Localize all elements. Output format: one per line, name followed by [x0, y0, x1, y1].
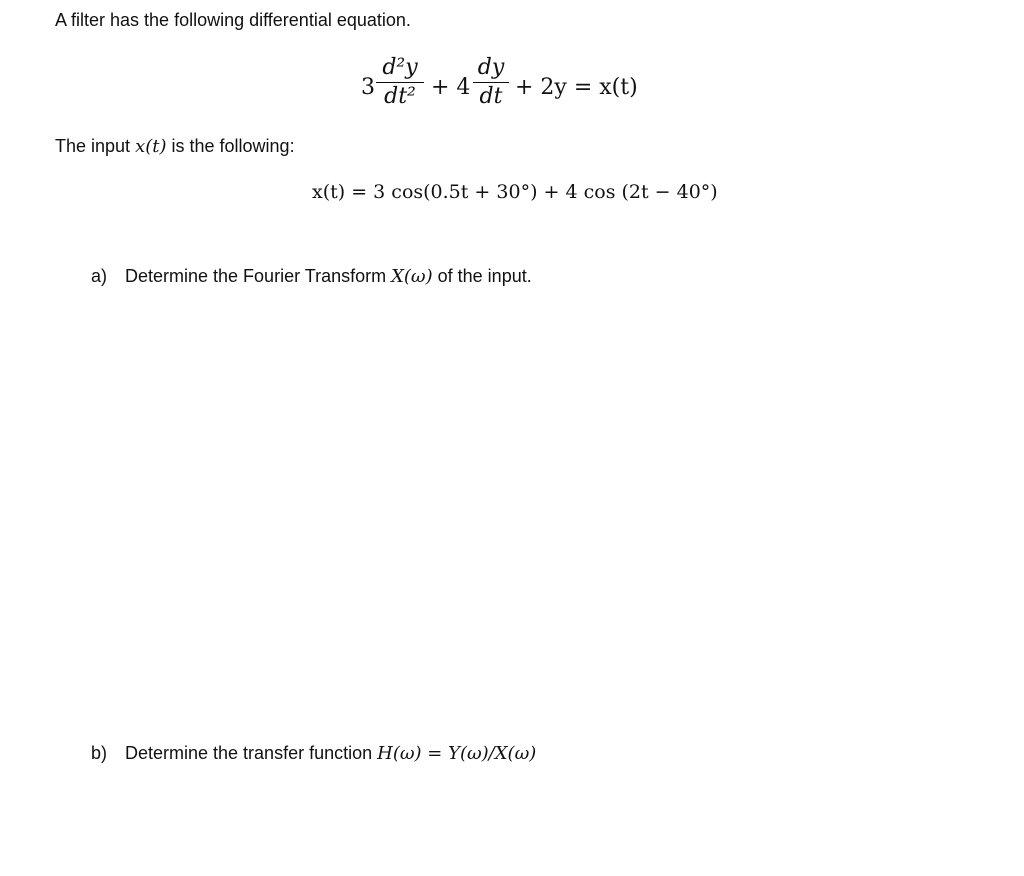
eq-right-hand-side: + 2y = x(t) — [515, 75, 638, 100]
input-variable: x(t) — [135, 136, 167, 157]
eq-coefficient-3: 3 — [361, 75, 375, 100]
fraction-numerator: dy — [477, 55, 505, 80]
input-text-before: The input — [55, 136, 136, 156]
question-b — [91, 742, 536, 765]
first-derivative-fraction — [473, 56, 509, 109]
fraction-denominator: dt — [479, 84, 503, 109]
question-a-text-after: of the input. — [432, 266, 532, 286]
question-b-label: b) — [91, 743, 108, 763]
question-a — [91, 265, 532, 288]
question-a-text: Determine the Fourier Transform — [125, 266, 392, 286]
second-derivative-fraction — [376, 56, 424, 109]
fraction-bar — [473, 82, 509, 83]
question-a-label: a) — [91, 266, 108, 286]
input-text-after: is the following: — [166, 136, 295, 156]
fraction-denominator: dt² — [384, 84, 416, 109]
eq-plus-4: + 4 — [431, 75, 471, 100]
fraction-numerator: d²y — [382, 55, 418, 80]
question-a-math: X(ω) — [391, 266, 433, 287]
question-b-text: Determine the transfer function — [125, 743, 378, 763]
question-b-math: H(ω) = Y(ω)/X(ω) — [377, 743, 537, 764]
input-equation: x(t) = 3 cos(0.5t + 30°) + 4 cos (2t − 40°) — [312, 181, 718, 203]
fraction-bar — [376, 82, 424, 83]
input-description — [55, 135, 295, 158]
intro-text: A filter has the following differential equation. — [55, 10, 411, 30]
